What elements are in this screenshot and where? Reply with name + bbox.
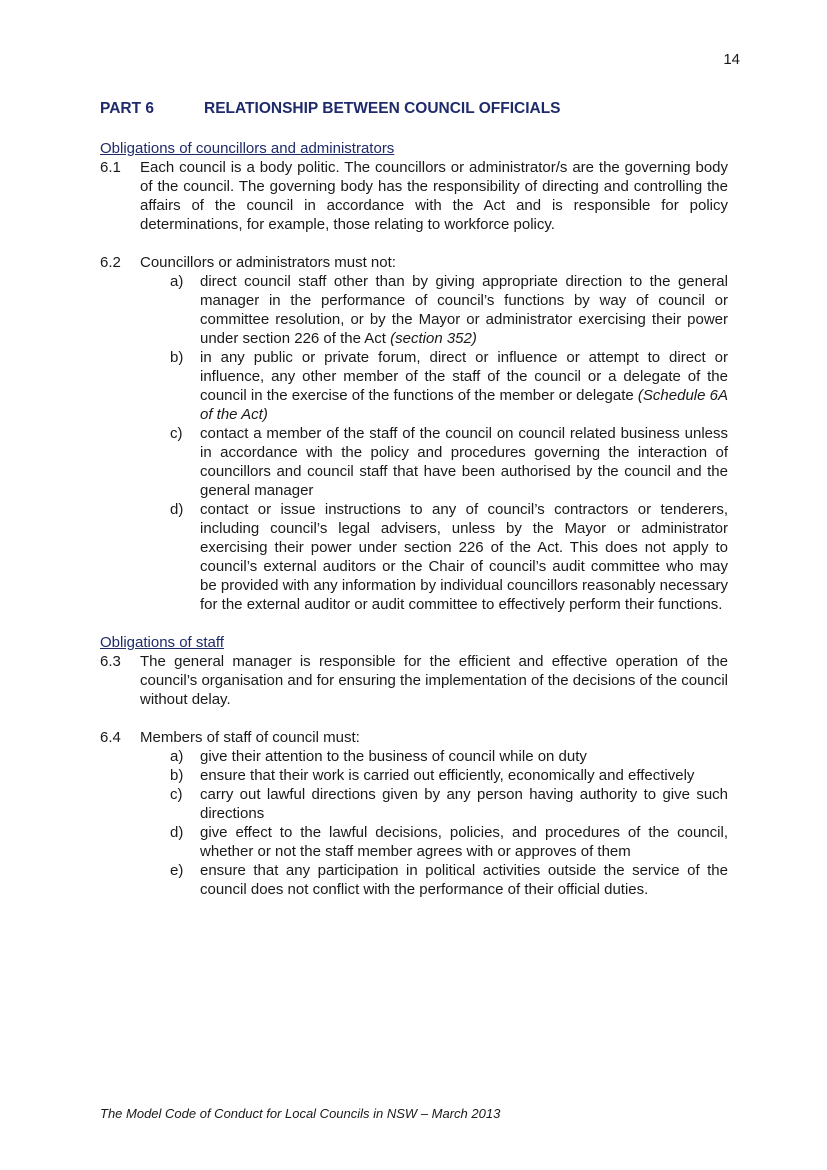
clause-number: 6.3 [100, 653, 121, 670]
part-number: PART 6 [100, 100, 154, 117]
list-letter: b) [170, 349, 184, 366]
clause-number: 6.2 [100, 254, 121, 271]
clause-6-4 [100, 728, 728, 747]
list-text: ensure that their work is carried out efficiently, economically and effectively [200, 767, 695, 784]
part-title: RELATIONSHIP BETWEEN COUNCIL OFFICIALS [204, 100, 561, 117]
clause-6-2 [100, 253, 728, 272]
list-item [100, 500, 728, 614]
list-text: carry out lawful directions given by any person having authority to give such directions [200, 786, 728, 822]
list-item [100, 861, 728, 899]
list-item [100, 823, 728, 861]
section-title-staff: Obligations of staff [100, 634, 224, 651]
page-number: 14 [723, 51, 740, 68]
list-letter: c) [170, 425, 183, 442]
list-letter: d) [170, 501, 184, 518]
list-text: give effect to the lawful decisions, policies, and procedures of the council, whether or not the staff member agrees with or approves of them [200, 824, 728, 860]
clause-number: 6.1 [100, 159, 121, 176]
document-body [100, 139, 728, 899]
clause-number: 6.4 [100, 729, 121, 746]
legal-reference: (section 352) [390, 330, 477, 347]
list-item [100, 272, 728, 348]
part-heading [100, 99, 561, 118]
clause-text: Members of staff of council must: [140, 729, 360, 746]
list-text: ensure that any participation in political activities outside the service of the council does not conflict with the performance of their official duties. [200, 862, 728, 898]
clause-text: Councillors or administrators must not: [140, 254, 396, 271]
page-footer: The Model Code of Conduct for Local Councils in NSW – March 2013 [100, 1106, 501, 1121]
list-text: contact a member of the staff of the council on council related business unless in accordance with the policy and procedures governing the interaction of councillors and council staff that have been authorised by the council and the general manager [200, 425, 728, 499]
legal-reference: (Schedule 6A of the Act) [200, 387, 728, 423]
list-letter: a) [170, 273, 184, 290]
clause-6-2-list [100, 272, 728, 614]
list-letter: c) [170, 786, 183, 803]
list-text: give their attention to the business of council while on duty [200, 748, 587, 765]
list-letter: e) [170, 862, 184, 879]
list-letter: a) [170, 748, 184, 765]
list-letter: b) [170, 767, 184, 784]
list-item [100, 785, 728, 823]
list-letter: d) [170, 824, 184, 841]
list-item [100, 424, 728, 500]
section-title-councillors: Obligations of councillors and administrators [100, 140, 395, 157]
clause-text: Each council is a body politic. The councillors or administrator/s are the governing body of the council. The governing body has the responsibility of directing and controlling the affairs of the council in accordance with the Act and is responsible for policy determinations, for example, those relating to workforce policy. [140, 159, 728, 233]
list-item [100, 348, 728, 424]
clause-6-4-list [100, 747, 728, 899]
list-item [100, 747, 728, 766]
clause-6-3 [100, 652, 728, 709]
list-item [100, 766, 728, 785]
list-text: direct council staff other than by giving appropriate direction to the general manager in the performance of council’s functions by way of council or committee resolution, or by the Mayor or administrator exercising their power under section 226 of the Act [200, 273, 728, 347]
clause-text: The general manager is responsible for the efficient and effective operation of the council’s organisation and for ensuring the implementation of the decisions of the council without delay. [140, 653, 728, 708]
clause-6-1 [100, 158, 728, 234]
list-text: in any public or private forum, direct or influence or attempt to direct or influence, any other member of the staff of the council or a delegate of the council in the exercise of the functions of the member or delegate [200, 349, 728, 404]
list-text: contact or issue instructions to any of council’s contractors or tenderers, including council’s legal advisers, unless by the Mayor or administrator exercising their power under section 226 of the Act. This does not apply to council’s external auditors or the Chair of council’s audit committee who may be provided with any information by individual councillors reasonably necessary for the external auditor or audit committee to effectively perform their functions. [200, 501, 728, 613]
